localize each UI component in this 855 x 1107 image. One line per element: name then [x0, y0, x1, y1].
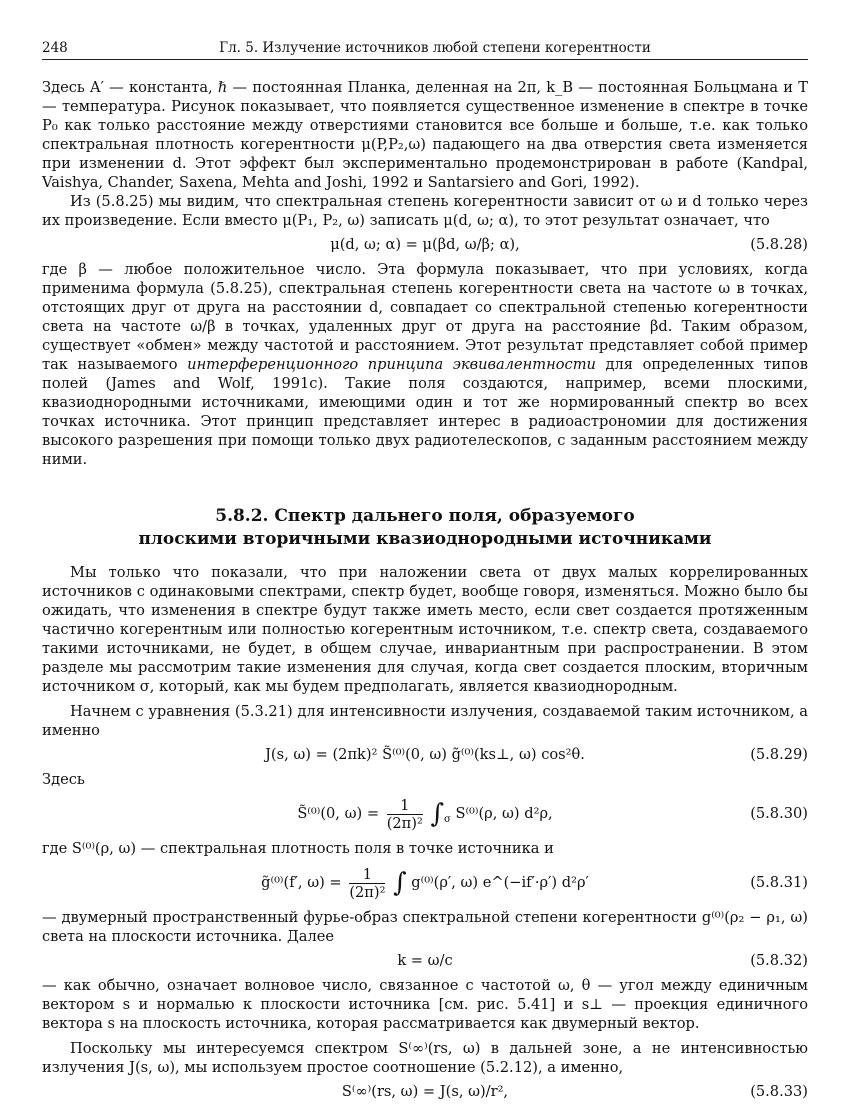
fraction-denominator: (2π)² [349, 883, 386, 901]
integral-sign: ∫ [430, 799, 444, 829]
paragraph-7: где S⁽⁰⁾(ρ, ω) — спектральная плотность поля в точке источника и [42, 840, 554, 857]
equation-lhs: g̃⁽⁰⁾(f′, ω) = [261, 874, 342, 891]
running-header [42, 40, 808, 60]
equation-number: (5.8.30) [750, 805, 808, 822]
emphasis-term: интерференционного принципа эквивалентности [187, 356, 596, 373]
equation-number: (5.8.28) [750, 236, 808, 253]
section-title-line-2: плоскими вторичными квазиоднородными источниками [138, 529, 712, 549]
paragraph-3-part-b: для определенных типов полей (James and Wolf, 1991c). Такие поля создаются, например, всеми плоскими, квазиоднородными источниками, имеющими один и тот же нормированный спектр во всех точках источника. Этот принцип представляет интерес в радиоастрономии для достижения высокого разрешения при помощи только двух радиотелескопов, с заданным расстоянием между ними. [42, 356, 808, 468]
equation-5-8-31 [42, 858, 808, 908]
equation-5-8-30 [42, 789, 808, 839]
paragraph-10: Поскольку мы интересуемся спектром S⁽∞⁾(rs, ω) в дальней зоне, а не интенсивностью излучения J(s, ω), мы используем простое соотношение (5.2.12), а именно, [42, 1040, 808, 1076]
paragraph-5: Начнем с уравнения (5.3.21) для интенсивности излучения, создаваемой таким источником, а именно [42, 703, 808, 739]
fraction-denominator: (2π)² [386, 814, 423, 832]
equation-number: (5.8.31) [750, 874, 808, 891]
equation-number: (5.8.29) [750, 746, 808, 763]
equation-number: (5.8.33) [750, 1083, 808, 1100]
section-title-line-1: 5.8.2. Спектр дальнего поля, образуемого [215, 506, 635, 526]
fraction-numerator: 1 [387, 797, 423, 815]
equation-5-8-28 [42, 230, 808, 260]
fraction [387, 797, 423, 832]
fraction [349, 866, 385, 901]
equation-rhs: S⁽⁰⁾(ρ, ω) d²ρ, [455, 805, 553, 822]
equation-5-8-33 [42, 1077, 808, 1107]
equation-body: J(s, ω) = (2πk)² S̃⁽⁰⁾(0, ω) g̃⁽⁰⁾(ks⊥, ω) cos²θ. [265, 746, 585, 763]
paragraph-3-part-a: где β — любое положительное число. Эта формула показывает, что при условиях, когда применима формула (5.8.25), спектральная степень когерентности света на частоте ω в точках, отстоящих друг от друга на расстоянии d, совпадает со спектральной степенью когерентности света на частоте ω/β в точках, удаленных друг от друга на расстояние βd. Таким образом, существует «обмен» между частотой и расстоянием. Этот результат представляет собой пример так называемого [42, 261, 808, 373]
integral-subscript: σ [444, 813, 451, 825]
paragraph-3 [42, 260, 808, 469]
equation-lhs: S̃⁽⁰⁾(0, ω) = [297, 805, 380, 822]
equation-body: μ(d, ω; α) = μ(βd, ω/β; α), [330, 236, 520, 253]
paragraph-9: — как обычно, означает волновое число, связанное с частотой ω, θ — угол между единичным вектором s и нормалью к плоскости источника [см. рис. 5.41] и s⊥ — проекция единичного вектора s на плоскость источника, которая рассматривается как двумерный вектор. [42, 977, 808, 1032]
paragraph-4: Мы только что показали, что при наложении света от двух малых коррелированных источников с одинаковыми спектрами, спектр будет, вообще говоря, изменяться. Можно было бы ожидать, что изменения в спектре будут также иметь место, если свет создается протяженным частично когерентным или полностью когерентным источником, т.е. спектр света, создаваемого такими источниками, не будет, в общем случае, инвариантным при распространении. В этом разделе мы рассмотрим такие изменения для случая, когда свет создается плоским, вторичным источником σ, который, как мы будем предполагать, является квазиоднородным. [42, 564, 808, 695]
section-heading [42, 505, 808, 551]
equation-body: k = ω/c [397, 952, 453, 969]
paragraph-2: Из (5.8.25) мы видим, что спектральная степень когерентности зависит от ω и d только через их произведение. Если вместо μ(P₁, P₂, ω) записать μ(d, ω; α), то этот результат означает, что [42, 193, 808, 229]
page-number: 248 [42, 40, 68, 56]
page [42, 40, 808, 1107]
running-title: Гл. 5. Излучение источников любой степени когерентности [219, 40, 651, 56]
equation-5-8-29 [42, 740, 808, 770]
paragraph-1: Здесь A′ — константа, ℏ — постоянная Планка, деленная на 2π, k_B — постоянная Больцмана и T — температура. Рисунок показывает, что появляется существенное изменение в спектре в точке P₀ как только расстояние между отверстиями становится все больше и больше, т.е. как только спектральная плотность когерентности μ(P,P₂,ω) падающего на два отверстия света изменяется при изменении d. Этот эффект был экспериментально продемонстрирован в работе (Kandpal, Vaishya, Chander, Saxena, Mehta and Joshi, 1992 и Santarsiero and Gori, 1992). [42, 79, 808, 191]
paragraph-8: — двумерный пространственный фурье-образ спектральной степени когерентности g⁽⁰⁾(ρ₂ − ρ₁, ω) света на плоскости источника. Далее [42, 909, 808, 945]
fraction-numerator: 1 [349, 866, 385, 884]
equation-body: S⁽∞⁾(rs, ω) = J(s, ω)/r², [341, 1083, 509, 1100]
paragraph-6: Здесь [42, 771, 85, 788]
equation-rhs: g⁽⁰⁾(ρ′, ω) e^(−if′·ρ′) d²ρ′ [411, 874, 589, 891]
equation-5-8-32 [42, 946, 808, 976]
integral-sign: ∫ [393, 868, 407, 898]
equation-number: (5.8.32) [750, 952, 808, 969]
